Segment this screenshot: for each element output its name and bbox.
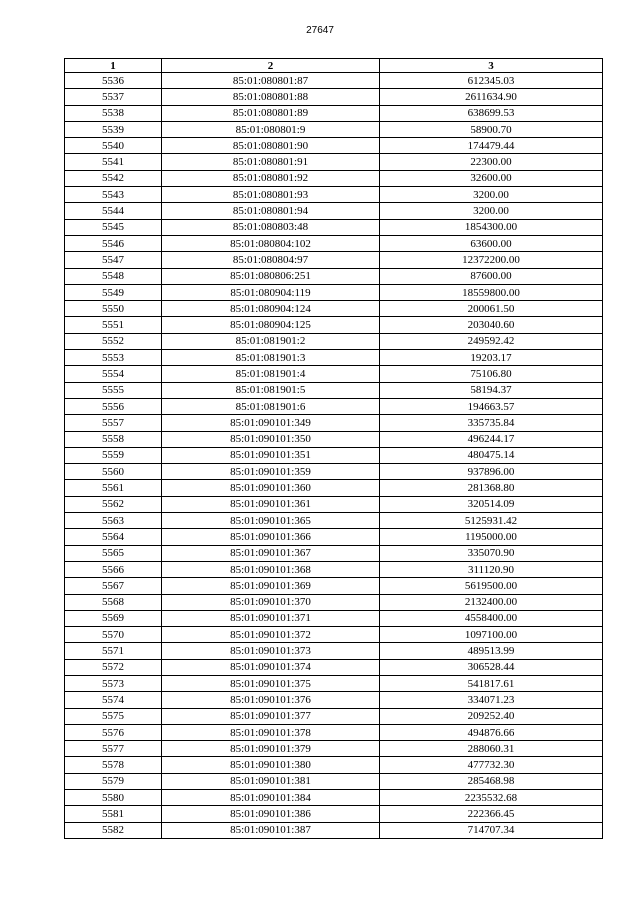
table-row	[65, 105, 603, 121]
cadastral-number-cell: 85:01:081901:5	[162, 382, 380, 398]
row-number-cell: 5580	[65, 790, 162, 806]
table-row	[65, 692, 603, 708]
value-cell: 541817.61	[380, 675, 603, 691]
cadastral-number-cell: 85:01:090101:361	[162, 496, 380, 512]
cadastral-number-cell: 85:01:080801:88	[162, 89, 380, 105]
value-cell: 489513.99	[380, 643, 603, 659]
value-cell: 638699.53	[380, 105, 603, 121]
value-cell: 288060.31	[380, 741, 603, 757]
cadastral-number-cell: 85:01:090101:350	[162, 431, 380, 447]
table-row	[65, 773, 603, 789]
value-cell: 87600.00	[380, 268, 603, 284]
table-row	[65, 627, 603, 643]
table-row	[65, 496, 603, 512]
cadastral-number-cell: 85:01:080801:93	[162, 187, 380, 203]
cadastral-number-cell: 85:01:090101:376	[162, 692, 380, 708]
row-number-cell: 5581	[65, 806, 162, 822]
cadastral-number-cell: 85:01:090101:378	[162, 724, 380, 740]
row-number-cell: 5544	[65, 203, 162, 219]
table-row	[65, 643, 603, 659]
cadastral-number-cell: 85:01:080801:89	[162, 105, 380, 121]
value-cell: 311120.90	[380, 561, 603, 577]
cadastral-number-cell: 85:01:081901:3	[162, 350, 380, 366]
table-header-row	[65, 59, 603, 73]
row-number-cell: 5538	[65, 105, 162, 121]
table-row	[65, 480, 603, 496]
row-number-cell: 5540	[65, 138, 162, 154]
value-cell: 477732.30	[380, 757, 603, 773]
row-number-cell: 5537	[65, 89, 162, 105]
table-row	[65, 447, 603, 463]
table-row	[65, 89, 603, 105]
table-row	[65, 317, 603, 333]
value-cell: 174479.44	[380, 138, 603, 154]
cadastral-number-cell: 85:01:090101:377	[162, 708, 380, 724]
cadastral-number-cell: 85:01:090101:360	[162, 480, 380, 496]
row-number-cell: 5575	[65, 708, 162, 724]
row-number-cell: 5566	[65, 561, 162, 577]
value-cell: 200061.50	[380, 301, 603, 317]
cadastral-number-cell: 85:01:090101:359	[162, 464, 380, 480]
table-row	[65, 187, 603, 203]
column-header-3: 3	[380, 59, 603, 73]
table-row	[65, 301, 603, 317]
row-number-cell: 5578	[65, 757, 162, 773]
row-number-cell: 5570	[65, 627, 162, 643]
table-row	[65, 219, 603, 235]
row-number-cell: 5572	[65, 659, 162, 675]
value-cell: 32600.00	[380, 170, 603, 186]
value-cell: 5125931.42	[380, 513, 603, 529]
value-cell: 222366.45	[380, 806, 603, 822]
cadastral-number-cell: 85:01:090101:380	[162, 757, 380, 773]
cadastral-number-cell: 85:01:090101:351	[162, 447, 380, 463]
value-cell: 306528.44	[380, 659, 603, 675]
row-number-cell: 5556	[65, 398, 162, 414]
cadastral-number-cell: 85:01:090101:387	[162, 822, 380, 838]
row-number-cell: 5558	[65, 431, 162, 447]
table-row	[65, 659, 603, 675]
row-number-cell: 5564	[65, 529, 162, 545]
cadastral-number-cell: 85:01:090101:371	[162, 610, 380, 626]
cadastral-number-cell: 85:01:080801:90	[162, 138, 380, 154]
table-row	[65, 121, 603, 137]
cadastral-number-cell: 85:01:090101:373	[162, 643, 380, 659]
row-number-cell: 5571	[65, 643, 162, 659]
row-number-cell: 5568	[65, 594, 162, 610]
value-cell: 714707.34	[380, 822, 603, 838]
row-number-cell: 5543	[65, 187, 162, 203]
cadastral-number-cell: 85:01:090101:369	[162, 578, 380, 594]
row-number-cell: 5560	[65, 464, 162, 480]
row-number-cell: 5539	[65, 121, 162, 137]
cadastral-number-cell: 85:01:090101:366	[162, 529, 380, 545]
value-cell: 335070.90	[380, 545, 603, 561]
cadastral-number-cell: 85:01:090101:365	[162, 513, 380, 529]
cadastral-number-cell: 85:01:080801:92	[162, 170, 380, 186]
value-cell: 3200.00	[380, 203, 603, 219]
value-cell: 75106.80	[380, 366, 603, 382]
table-row	[65, 594, 603, 610]
row-number-cell: 5551	[65, 317, 162, 333]
table-row	[65, 610, 603, 626]
row-number-cell: 5562	[65, 496, 162, 512]
value-cell: 320514.09	[380, 496, 603, 512]
table-row	[65, 138, 603, 154]
value-cell: 496244.17	[380, 431, 603, 447]
table-row	[65, 398, 603, 414]
row-number-cell: 5559	[65, 447, 162, 463]
row-number-cell: 5542	[65, 170, 162, 186]
cadastral-number-cell: 85:01:080804:102	[162, 235, 380, 251]
row-number-cell: 5565	[65, 545, 162, 561]
value-cell: 203040.60	[380, 317, 603, 333]
cadastral-number-cell: 85:01:080801:91	[162, 154, 380, 170]
row-number-cell: 5579	[65, 773, 162, 789]
table-row	[65, 203, 603, 219]
cadastral-number-cell: 85:01:090101:370	[162, 594, 380, 610]
row-number-cell: 5567	[65, 578, 162, 594]
value-cell: 494876.66	[380, 724, 603, 740]
row-number-cell: 5561	[65, 480, 162, 496]
value-cell: 285468.98	[380, 773, 603, 789]
cadastral-number-cell: 85:01:080801:94	[162, 203, 380, 219]
row-number-cell: 5563	[65, 513, 162, 529]
table-row	[65, 790, 603, 806]
column-header-1: 1	[65, 59, 162, 73]
registry-table	[64, 58, 603, 839]
value-cell: 2132400.00	[380, 594, 603, 610]
table-row	[65, 284, 603, 300]
cadastral-number-cell: 85:01:090101:349	[162, 415, 380, 431]
table-row	[65, 806, 603, 822]
row-number-cell: 5555	[65, 382, 162, 398]
cadastral-number-cell: 85:01:080806:251	[162, 268, 380, 284]
table-row	[65, 513, 603, 529]
table-body	[65, 73, 603, 839]
row-number-cell: 5546	[65, 235, 162, 251]
value-cell: 3200.00	[380, 187, 603, 203]
row-number-cell: 5576	[65, 724, 162, 740]
page-number: 27647	[306, 25, 334, 36]
value-cell: 4558400.00	[380, 610, 603, 626]
table-row	[65, 708, 603, 724]
cadastral-number-cell: 85:01:080904:119	[162, 284, 380, 300]
row-number-cell: 5573	[65, 675, 162, 691]
table-row	[65, 333, 603, 349]
cadastral-number-cell: 85:01:090101:384	[162, 790, 380, 806]
cadastral-number-cell: 85:01:080803:48	[162, 219, 380, 235]
row-number-cell: 5582	[65, 822, 162, 838]
cadastral-number-cell: 85:01:080804:97	[162, 252, 380, 268]
row-number-cell: 5552	[65, 333, 162, 349]
table-row	[65, 675, 603, 691]
row-number-cell: 5577	[65, 741, 162, 757]
row-number-cell: 5574	[65, 692, 162, 708]
row-number-cell: 5547	[65, 252, 162, 268]
cadastral-number-cell: 85:01:080904:125	[162, 317, 380, 333]
value-cell: 12372200.00	[380, 252, 603, 268]
value-cell: 209252.40	[380, 708, 603, 724]
cadastral-number-cell: 85:01:090101:367	[162, 545, 380, 561]
table-row	[65, 545, 603, 561]
table-row	[65, 724, 603, 740]
cadastral-number-cell: 85:01:080904:124	[162, 301, 380, 317]
value-cell: 58900.70	[380, 121, 603, 137]
row-number-cell: 5549	[65, 284, 162, 300]
row-number-cell: 5545	[65, 219, 162, 235]
cadastral-number-cell: 85:01:090101:379	[162, 741, 380, 757]
cadastral-number-cell: 85:01:090101:386	[162, 806, 380, 822]
row-number-cell: 5569	[65, 610, 162, 626]
value-cell: 194663.57	[380, 398, 603, 414]
cadastral-number-cell: 85:01:090101:375	[162, 675, 380, 691]
cadastral-number-cell: 85:01:090101:381	[162, 773, 380, 789]
value-cell: 612345.03	[380, 73, 603, 89]
value-cell: 480475.14	[380, 447, 603, 463]
value-cell: 58194.37	[380, 382, 603, 398]
column-header-2: 2	[162, 59, 380, 73]
table-row	[65, 350, 603, 366]
value-cell: 63600.00	[380, 235, 603, 251]
value-cell: 2235532.68	[380, 790, 603, 806]
cadastral-number-cell: 85:01:081901:6	[162, 398, 380, 414]
row-number-cell: 5550	[65, 301, 162, 317]
table-row	[65, 235, 603, 251]
value-cell: 18559800.00	[380, 284, 603, 300]
cadastral-number-cell: 85:01:081901:4	[162, 366, 380, 382]
table-row	[65, 757, 603, 773]
value-cell: 281368.80	[380, 480, 603, 496]
cadastral-number-cell: 85:01:080801:9	[162, 121, 380, 137]
table-row	[65, 741, 603, 757]
value-cell: 2611634.90	[380, 89, 603, 105]
cadastral-number-cell: 85:01:090101:374	[162, 659, 380, 675]
value-cell: 1195000.00	[380, 529, 603, 545]
row-number-cell: 5553	[65, 350, 162, 366]
row-number-cell: 5557	[65, 415, 162, 431]
table-row	[65, 170, 603, 186]
table-row	[65, 822, 603, 838]
cadastral-number-cell: 85:01:090101:372	[162, 627, 380, 643]
value-cell: 334071.23	[380, 692, 603, 708]
value-cell: 1097100.00	[380, 627, 603, 643]
cadastral-number-cell: 85:01:090101:368	[162, 561, 380, 577]
value-cell: 22300.00	[380, 154, 603, 170]
table-row	[65, 366, 603, 382]
table-row	[65, 268, 603, 284]
value-cell: 937896.00	[380, 464, 603, 480]
table-row	[65, 382, 603, 398]
row-number-cell: 5548	[65, 268, 162, 284]
table-row	[65, 464, 603, 480]
table-row	[65, 578, 603, 594]
row-number-cell: 5554	[65, 366, 162, 382]
table-row	[65, 415, 603, 431]
value-cell: 1854300.00	[380, 219, 603, 235]
value-cell: 335735.84	[380, 415, 603, 431]
table-row	[65, 252, 603, 268]
table-row	[65, 529, 603, 545]
table-row	[65, 73, 603, 89]
table-row	[65, 561, 603, 577]
row-number-cell: 5536	[65, 73, 162, 89]
cadastral-number-cell: 85:01:080801:87	[162, 73, 380, 89]
table-row	[65, 154, 603, 170]
row-number-cell: 5541	[65, 154, 162, 170]
value-cell: 19203.17	[380, 350, 603, 366]
table-row	[65, 431, 603, 447]
value-cell: 5619500.00	[380, 578, 603, 594]
value-cell: 249592.42	[380, 333, 603, 349]
cadastral-number-cell: 85:01:081901:2	[162, 333, 380, 349]
